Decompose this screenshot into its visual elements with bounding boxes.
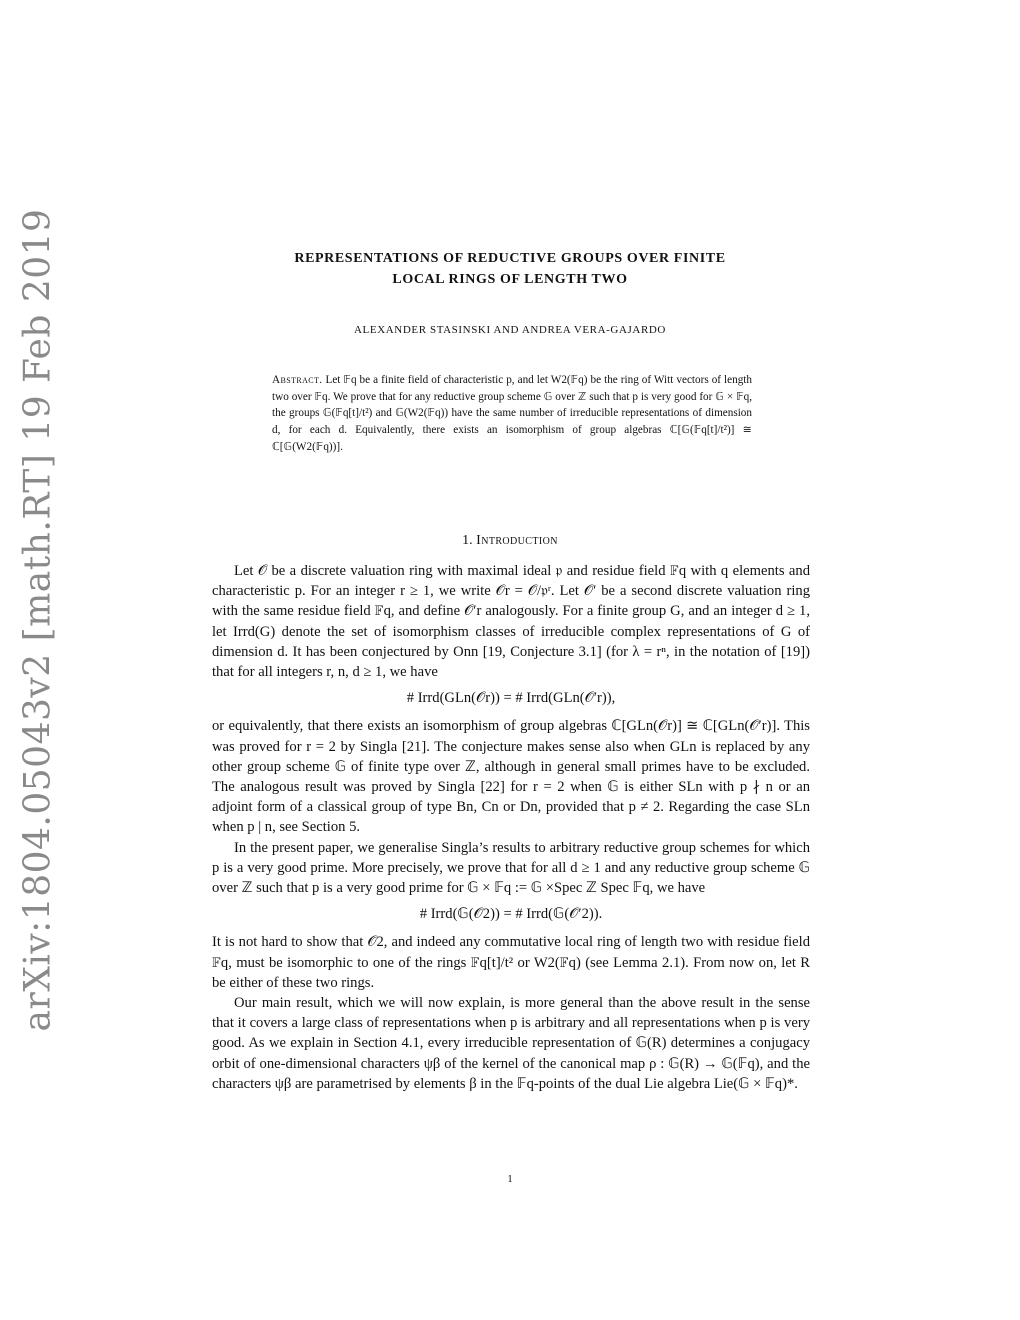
arxiv-identifier-text: arXiv:1804.05043v2 [math.RT] 19 Feb 2019 [17, 208, 59, 1032]
arxiv-identifier [17, 208, 59, 1032]
section-heading [0, 533, 1020, 549]
authors: ALEXANDER STASINSKI AND ANDREA VERA-GAJARDO [354, 324, 666, 336]
equation-1: # Irrd(GLn(𝒪r)) = # Irrd(GLn(𝒪′r)), [406, 690, 616, 707]
title-line-1: REPRESENTATIONS OF REDUCTIVE GROUPS OVER FINITE [294, 251, 726, 266]
paragraph-4: It is not hard to show that 𝒪2, and indeed any commutative local ring of length two with residue field 𝔽q, must be isomorphic to one of the rings 𝔽q[t]/t² or W2(𝔽q) (see Lemma 2.1). From now on, let R be either of these two rings. [212, 934, 810, 991]
section-title: Introduction [476, 533, 558, 548]
abstract [272, 372, 752, 456]
body-text [212, 561, 810, 1094]
abstract-label: Abstract. [272, 374, 323, 386]
equation-2: # Irrd(𝔾(𝒪2)) = # Irrd(𝔾(𝒪′2)). [419, 906, 603, 923]
abstract-text: Let 𝔽q be a finite field of characteristic p, and let W2(𝔽q) be the ring of Witt vectors of length two over 𝔽q. We prove that for any reductive group scheme 𝔾 over ℤ such that p is very good for 𝔾 × 𝔽q, the groups 𝔾(𝔽q[t]/t²) and 𝔾(W2(𝔽q)) have the same number of irreducible representations of dimension d, for each d. Equivalently, there exists an isomorphism of group algebras ℂ[𝔾(𝔽q[t]/t²)] ≅ ℂ[𝔾(W2(𝔽q))]. [272, 374, 752, 453]
paper-title [0, 248, 1020, 290]
title-line-2: LOCAL RINGS OF LENGTH TWO [392, 272, 628, 287]
paragraph-2: or equivalently, that there exists an isomorphism of group algebras ℂ[GLn(𝒪r)] ≅ ℂ[GLn(𝒪′r)]. This was proved for r = 2 by Singla [21]. The conjecture makes sense also when GLn is replaced by any other group scheme 𝔾 of finite type over ℤ, although in general small primes have to be excluded. The analogous result was proved by Singla [22] for r = 2 when 𝔾 is either SLn with p ∤ n or an adjoint form of a classical group of type Bn, Cn or Dn, provided that p ≠ 2. Regarding the case SLn when p | n, see Section 5. [212, 718, 810, 836]
paragraph-5: Our main result, which we will now explain, is more general than the above result in the sense that it covers a large class of representations when p is arbitrary and all representations when p is very good. As we explain in Section 4.1, every irreducible representation of 𝔾(R) determines a conjugacy orbit of one-dimensional characters ψβ of the kernel of the canonical map ρ : 𝔾(R) → 𝔾(𝔽q), and the characters ψβ are parametrised by elements β in the 𝔽q-points of the dual Lie algebra Lie(𝔾 × 𝔽q)*. [212, 995, 810, 1092]
paragraph-3: In the present paper, we generalise Singla’s results to arbitrary reductive group schemes for which p is a very good prime. More precisely, we prove that for all d ≥ 1 and any reductive group scheme 𝔾 over ℤ such that p is a very good prime for 𝔾 × 𝔽q := 𝔾 ×Spec ℤ Spec 𝔽q, we have [212, 839, 810, 897]
section-number: 1. [462, 533, 473, 548]
paragraph-1: Let 𝒪 be a discrete valuation ring with maximal ideal 𝔭 and residue field 𝔽q with q elements and characteristic p. For an integer r ≥ 1, we write 𝒪r = 𝒪/𝔭ʳ. Let 𝒪′ be a second discrete valuation ring with the same residue field 𝔽q, and define 𝒪′r analogously. For a finite group G, and an integer d ≥ 1, let Irrd(G) denote the set of isomorphism classes of irreducible complex representations of G of dimension d. It has been conjectured by Onn [19, Conjecture 3.1] (for λ = rⁿ, in the notation of [19]) that for all integers r, n, d ≥ 1, we have [212, 563, 810, 681]
page-number: 1 [507, 1173, 513, 1185]
